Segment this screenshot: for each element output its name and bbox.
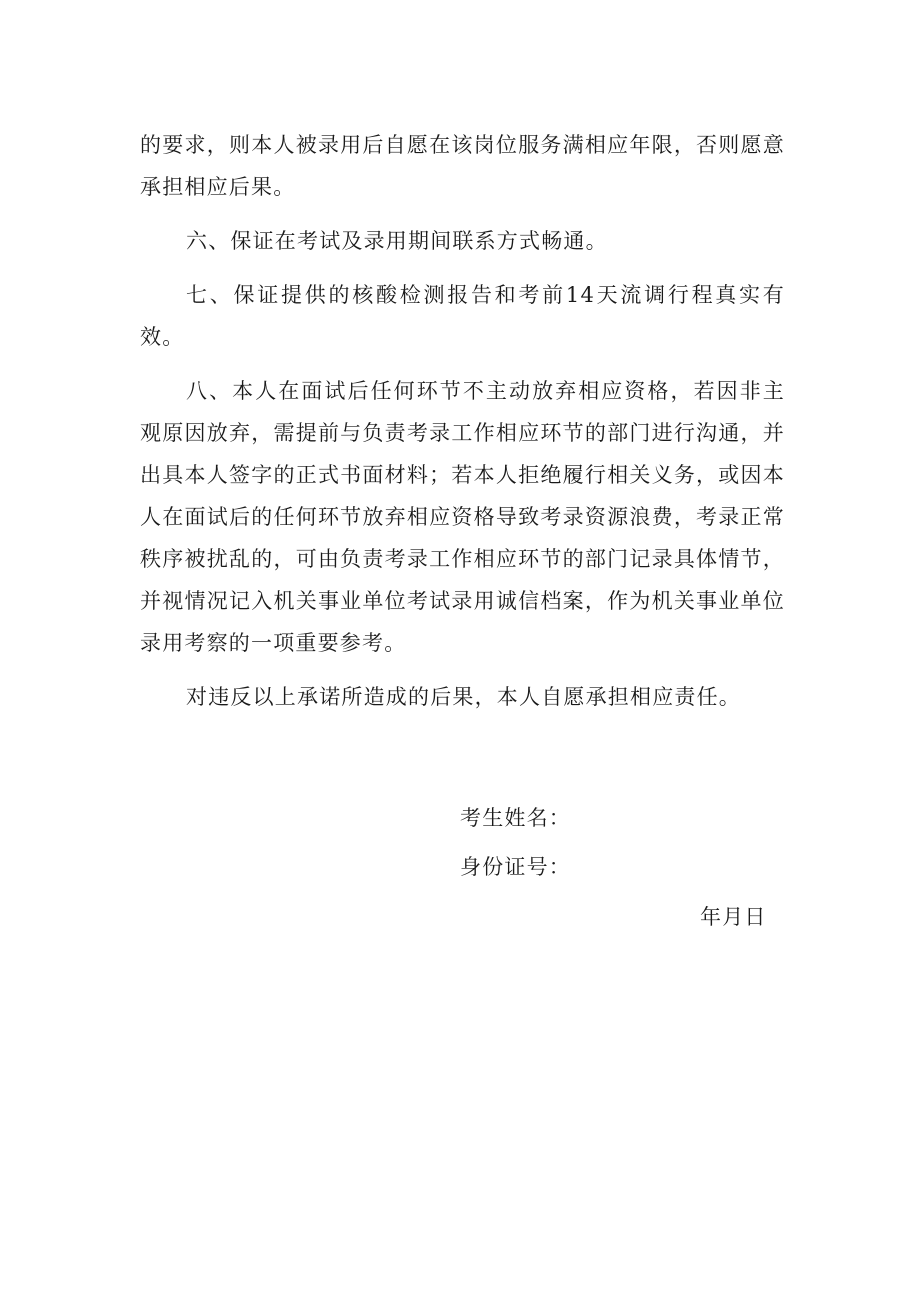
paragraph-continuation: 的要求，则本人被录用后自愿在该岗位服务满相应年限，否则愿意承担相应后果。	[140, 133, 785, 199]
date-label: 年月日	[700, 905, 767, 929]
candidate-name-label: 考生姓名：	[460, 806, 571, 830]
paragraph-item-seven: 七、保证提供的核酸检测报告和考前14天流调行程真实有效。	[140, 283, 785, 349]
paragraph-closing: 对违反以上承诺所造成的后果，本人自愿承担相应责任。	[186, 685, 741, 709]
paragraph-item-six: 六、保证在考试及录用期间联系方式畅通。	[186, 229, 608, 253]
commitment-body	[140, 124, 785, 730]
paragraph-item-eight: 八、本人在面试后任何环节不主动放弃相应资格，若因非主观原因放弃，需提前与负责考录工作相应环节的部门进行沟通，并出具本人签字的正式书面材料；若本人拒绝履行相关义务，或因本人在面试后的任何环节放弃相应资格导致考录资源浪费，考录正常秩序被扰乱的，可由负责考录工作相应环节的部门记录具体情节，并视情况记入机关事业单位考试录用诚信档案，作为机关事业单位录用考察的一项重要参考。	[140, 379, 785, 655]
id-number-label: 身份证号：	[460, 855, 571, 879]
